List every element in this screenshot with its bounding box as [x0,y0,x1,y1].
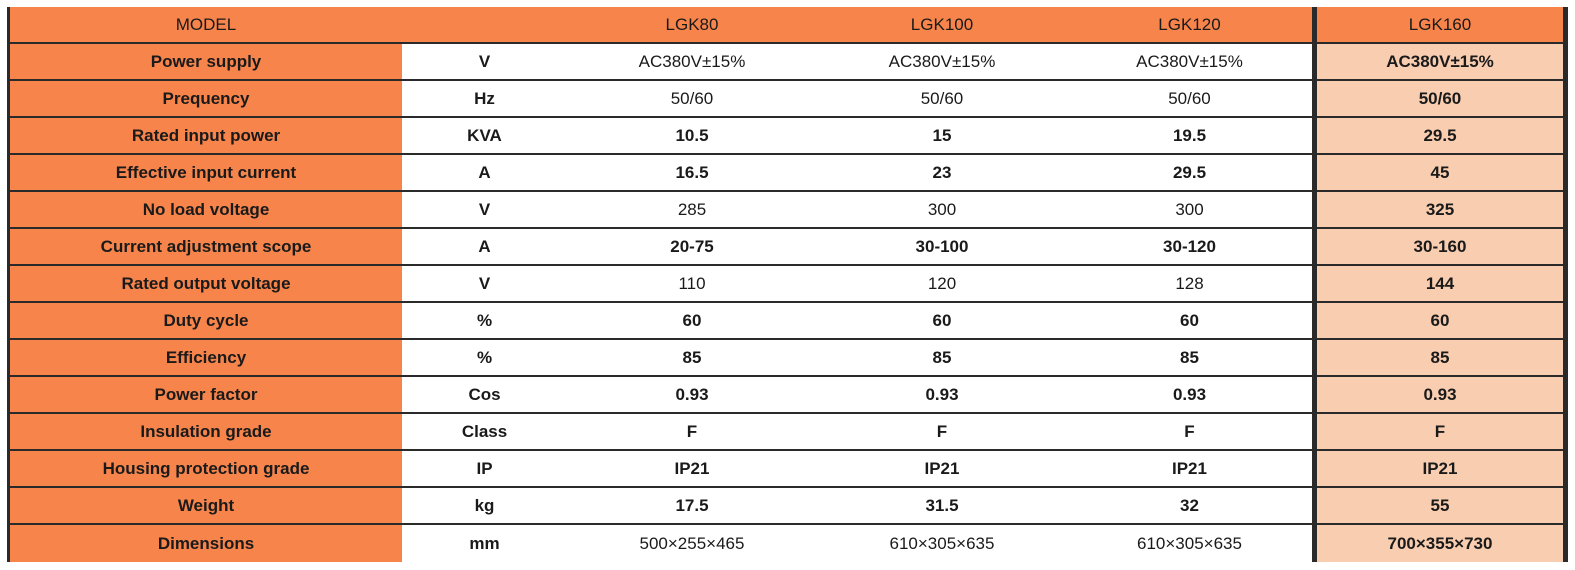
value-cell: 85 [567,340,817,377]
row-label: Housing protection grade [7,451,402,488]
value-cell: 0.93 [567,377,817,414]
row-label: Prequency [7,81,402,118]
table-row [7,377,1568,414]
spec-table [7,7,1568,562]
value-cell: 85 [817,340,1067,377]
row-unit: Cos [402,377,567,414]
value-cell: 23 [817,155,1067,192]
value-cell: 0.93 [817,377,1067,414]
row-unit: kg [402,488,567,525]
value-cell: 50/60 [567,81,817,118]
value-cell: 60 [1067,303,1312,340]
row-unit: V [402,44,567,81]
table-row [7,488,1568,525]
header-model-lgk100: LGK100 [817,7,1067,44]
highlight-value-cell: 50/60 [1312,81,1568,118]
highlight-value-cell: 29.5 [1312,118,1568,155]
highlight-value-cell: 144 [1312,266,1568,303]
row-unit: A [402,155,567,192]
table-row [7,81,1568,118]
value-cell: 110 [567,266,817,303]
highlight-value-cell: 0.93 [1312,377,1568,414]
value-cell: 32 [1067,488,1312,525]
value-cell: 16.5 [567,155,817,192]
value-cell: F [1067,414,1312,451]
row-label: Rated output voltage [7,266,402,303]
spec-table-body [7,7,1568,562]
table-header-row [7,7,1568,44]
value-cell: F [567,414,817,451]
header-model-lgk160: LGK160 [1312,7,1568,44]
value-cell: 30-120 [1067,229,1312,266]
value-cell: 128 [1067,266,1312,303]
value-cell: IP21 [817,451,1067,488]
value-cell: 50/60 [1067,81,1312,118]
table-row [7,340,1568,377]
row-label: Power supply [7,44,402,81]
value-cell: IP21 [1067,451,1312,488]
value-cell: F [817,414,1067,451]
row-unit: % [402,303,567,340]
highlight-value-cell: 55 [1312,488,1568,525]
row-label: Duty cycle [7,303,402,340]
row-label: Power factor [7,377,402,414]
highlight-value-cell: 85 [1312,340,1568,377]
row-label: No load voltage [7,192,402,229]
value-cell: 610×305×635 [1067,525,1312,562]
value-cell: 10.5 [567,118,817,155]
table-row [7,451,1568,488]
header-model-lgk120: LGK120 [1067,7,1312,44]
value-cell: AC380V±15% [817,44,1067,81]
value-cell: AC380V±15% [567,44,817,81]
value-cell: 0.93 [1067,377,1312,414]
value-cell: 20-75 [567,229,817,266]
highlight-value-cell: 60 [1312,303,1568,340]
value-cell: 29.5 [1067,155,1312,192]
value-cell: 610×305×635 [817,525,1067,562]
row-unit: Class [402,414,567,451]
value-cell: 300 [1067,192,1312,229]
value-cell: 500×255×465 [567,525,817,562]
row-label: Insulation grade [7,414,402,451]
row-unit: A [402,229,567,266]
row-unit: mm [402,525,567,562]
table-row [7,414,1568,451]
row-unit: V [402,266,567,303]
value-cell: 85 [1067,340,1312,377]
value-cell: IP21 [567,451,817,488]
row-label: Current adjustment scope [7,229,402,266]
value-cell: 15 [817,118,1067,155]
table-row [7,266,1568,303]
table-row [7,155,1568,192]
row-label: Effective input current [7,155,402,192]
table-row [7,303,1568,340]
spec-table-container [7,7,1568,562]
value-cell: 120 [817,266,1067,303]
row-label: Weight [7,488,402,525]
row-unit: KVA [402,118,567,155]
value-cell: 50/60 [817,81,1067,118]
highlight-value-cell: 700×355×730 [1312,525,1568,562]
value-cell: 300 [817,192,1067,229]
value-cell: 30-100 [817,229,1067,266]
value-cell: 19.5 [1067,118,1312,155]
highlight-value-cell: 325 [1312,192,1568,229]
value-cell: 31.5 [817,488,1067,525]
highlight-value-cell: IP21 [1312,451,1568,488]
row-unit: % [402,340,567,377]
header-unit-cell [402,7,567,44]
table-row [7,525,1568,562]
highlight-value-cell: 30-160 [1312,229,1568,266]
header-model-label: MODEL [7,7,402,44]
header-model-lgk80: LGK80 [567,7,817,44]
table-row [7,44,1568,81]
row-label: Rated input power [7,118,402,155]
row-unit: V [402,192,567,229]
table-row [7,118,1568,155]
table-row [7,229,1568,266]
row-unit: IP [402,451,567,488]
value-cell: 60 [817,303,1067,340]
row-label: Efficiency [7,340,402,377]
row-label: Dimensions [7,525,402,562]
highlight-value-cell: AC380V±15% [1312,44,1568,81]
value-cell: 17.5 [567,488,817,525]
value-cell: 60 [567,303,817,340]
value-cell: 285 [567,192,817,229]
highlight-value-cell: F [1312,414,1568,451]
value-cell: AC380V±15% [1067,44,1312,81]
table-row [7,192,1568,229]
highlight-value-cell: 45 [1312,155,1568,192]
row-unit: Hz [402,81,567,118]
